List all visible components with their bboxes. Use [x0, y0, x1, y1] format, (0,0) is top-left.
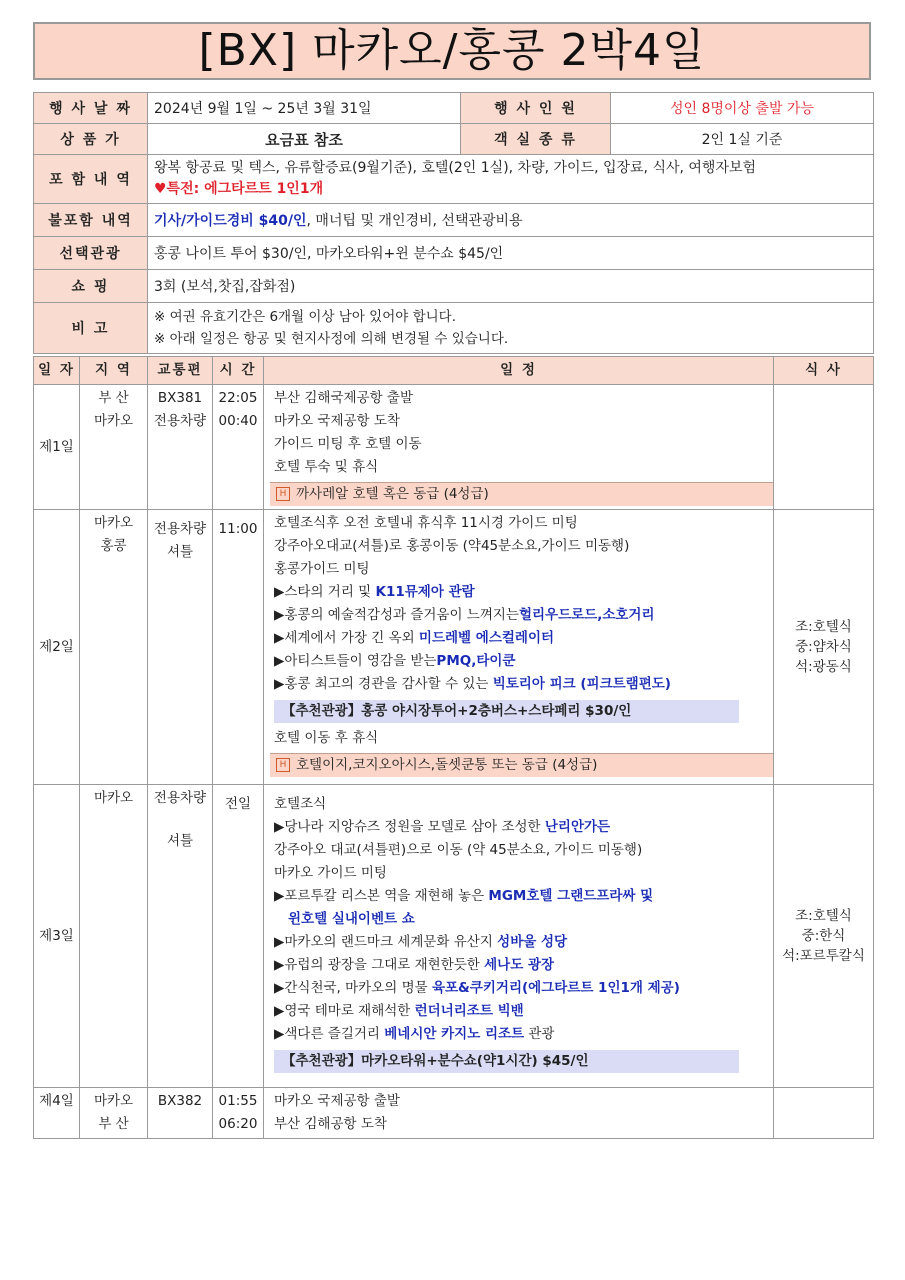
day1-label: 제1일 [34, 385, 80, 510]
day4-trans-1: BX382 [157, 1093, 203, 1109]
day3-line-5 [274, 885, 769, 908]
col-transport: 교통편 [148, 357, 213, 385]
day4-line-1: 마카오 국제공항 출발 [274, 1093, 400, 1109]
day3-time-1: 전일 [224, 796, 252, 812]
price-value: 요금표 참조 [148, 124, 461, 155]
day4-line-2: 부산 김해공항 도착 [274, 1116, 387, 1132]
hotel-icon: H [276, 758, 290, 772]
day3-highlight-garden: 난리안가든 [544, 819, 611, 835]
day2-line-7-text: ▶아티스트들이 영감을 받는 [274, 653, 437, 669]
day3-line-7-text: ▶유럽의 광장을 그대로 재현한듯한 [274, 957, 485, 973]
day1-region-2: 마카오 [93, 413, 134, 429]
day1-line-2: 마카오 국제공항 도착 [274, 413, 400, 429]
day3-line-10 [274, 1023, 769, 1046]
day2-meal-lunch: 중:얌차식 [795, 639, 852, 655]
day2-line-1: 호텔조식후 오전 호텔내 휴식후 11시경 가이드 미팅 [274, 515, 578, 531]
day3-line-7 [274, 954, 769, 977]
day3-line-3: 강주아오 대교(셔틀편)으로 이동 (약 45분소요, 가이드 미동행) [274, 842, 643, 858]
day2-row [34, 510, 874, 785]
day4-region-2: 부 산 [98, 1116, 129, 1132]
day4-region-1: 마카오 [93, 1093, 134, 1109]
day3-highlight-jerky: 육포&쿠키거리(에그타르트 1인1개 제공) [431, 980, 680, 996]
day3-region-1: 마카오 [93, 790, 134, 806]
schedule-table [33, 356, 874, 1139]
day4-row [34, 1088, 874, 1139]
day3-row [34, 785, 874, 1088]
day3-label: 제3일 [34, 785, 80, 1088]
date-value: 2024년 9월 1일 ~ 25년 3월 31일 [148, 93, 461, 124]
day3-highlight-wynn: 윈호텔 실내이벤트 쇼 [288, 911, 415, 927]
day3-line-5-text: ▶포르투칼 리스본 역을 재현해 놓은 [274, 888, 489, 904]
day3-line-2-text: ▶당나라 지앙슈즈 정원을 모델로 삼아 조성한 [274, 819, 545, 835]
day3-line-6-text: ▶마카오의 랜드마크 세계문화 유산지 [274, 934, 498, 950]
day3-meal-dinner: 석:포르투칼식 [782, 948, 865, 964]
day2-time-1: 11:00 [218, 521, 258, 537]
special-offer: ♥특전: 에그타르트 1인1개 [154, 181, 324, 197]
day2-highlight-k11: K11뮤제아 관람 [375, 584, 475, 600]
day1-time-2: 00:40 [218, 413, 258, 429]
included-label: 포 함 내 역 [34, 155, 148, 204]
note-label: 비 고 [34, 303, 148, 354]
day2-line-9: 호텔 이동 후 휴식 [274, 730, 379, 746]
day3-highlight-mgm: MGM호텔 그랜드프라싸 및 [488, 888, 654, 904]
day3-line-10-text: ▶색다른 즐길거리 [274, 1026, 385, 1042]
option-label: 선택관광 [34, 237, 148, 270]
day3-meal-breakfast: 조:호텔식 [795, 908, 852, 924]
day2-hotel-text: 호텔이지,코지오아시스,돌셋쿤통 또는 동급 (4성급) [296, 757, 598, 773]
day3-line-1: 호텔조식 [274, 796, 327, 812]
guide-fee: 기사/가이드경비 $40/인 [154, 213, 307, 229]
day1-time-1: 22:05 [218, 390, 258, 406]
day4-label: 제4일 [34, 1088, 80, 1139]
day2-line-4-text: ▶스타의 거리 및 [274, 584, 376, 600]
day2-highlight-midlevel: 미드레벨 에스컬레이터 [418, 630, 555, 646]
day2-line-3: 홍콩가이드 미팅 [274, 561, 370, 577]
day2-line-4 [274, 581, 769, 604]
excluded-label: 불포함 내역 [34, 204, 148, 237]
day2-region-1: 마카오 [93, 515, 134, 531]
day1-row [34, 385, 874, 510]
day1-region-1: 부 산 [98, 390, 129, 406]
day2-trans-1: 전용차량 [153, 521, 207, 537]
day1-trans-1: BX381 [157, 390, 203, 406]
day2-region-2: 홍콩 [100, 538, 127, 554]
included-value: 왕복 항공료 및 텍스, 유류할증료(9월기준), 호텔(2인 1실), 차량, 가이드, 입장료, 식사, 여행자보험 [154, 160, 757, 176]
day2-trans-2: 셔틀 [166, 544, 194, 560]
col-plan: 일 정 [264, 357, 774, 385]
day1-line-3: 가이드 미팅 후 호텔 이동 [274, 436, 422, 452]
day3-line-8-text: ▶간식천국, 마카오의 명물 [274, 980, 432, 996]
day2-meal-breakfast: 조:호텔식 [795, 619, 852, 635]
day3-line-2 [274, 816, 769, 839]
date-label: 행 사 날 짜 [34, 93, 148, 124]
page-title: [BX] 마카오/홍콩 2박4일 [33, 22, 871, 80]
day2-line-8-text: ▶홍콩 최고의 경관을 감사할 수 있는 [274, 676, 493, 692]
day3-line-8 [274, 977, 769, 1000]
day1-meal [774, 385, 874, 510]
day2-line-5-text: ▶홍콩의 예술적감성과 즐거움이 느껴지는 [274, 607, 519, 623]
day2-line-5 [274, 604, 769, 627]
shopping-value: 3회 (보석,찻집,잡화점) [148, 270, 874, 303]
day2-line-7 [274, 650, 769, 673]
day3-highlight-venetian: 베네시안 카지노 리조트 [384, 1026, 525, 1042]
day3-highlight-senado: 세나도 광장 [484, 957, 555, 973]
note-change: ※ 아래 일정은 항공 및 현지사정에 의해 변경될 수 있습니다. [154, 331, 509, 347]
day4-time-2: 06:20 [218, 1116, 258, 1132]
day1-line-1: 부산 김해국제공항 출발 [274, 390, 413, 406]
day3-highlight-londoner: 런더너리조트 빅밴 [414, 1003, 524, 1019]
col-region: 지 역 [80, 357, 148, 385]
note-passport: ※ 여권 유효기간은 6개월 이상 남아 있어야 합니다. [154, 309, 457, 325]
day4-meal [774, 1088, 874, 1139]
excluded-rest: , 매너팁 및 개인경비, 선택관광비용 [306, 213, 523, 229]
day3-line-4: 마카오 가이드 미팅 [274, 865, 387, 881]
day3-meal-lunch: 중:한식 [801, 928, 846, 944]
day3-line-6 [274, 931, 769, 954]
day3-recommended-tour: 【추천관광】마카오타워+분수쇼(약1시간) $45/인 [274, 1050, 739, 1073]
room-value: 2인 1실 기준 [611, 124, 874, 155]
price-label: 상 품 가 [34, 124, 148, 155]
day2-highlight-peak: 빅토리아 피크 (피크트램편도) [492, 676, 671, 692]
day3-highlight-stpaul: 성바울 성당 [497, 934, 568, 950]
day2-highlight-pmq: PMQ,타이쿤 [436, 653, 516, 669]
shopping-label: 쇼 핑 [34, 270, 148, 303]
day2-highlight-hollywood: 헐리우드로드,소호거리 [518, 607, 655, 623]
day2-line-6-text: ▶세계에서 가장 긴 옥외 [274, 630, 419, 646]
option-value: 홍콩 나이트 투어 $30/인, 마카오타워+윈 분수쇼 $45/인 [148, 237, 874, 270]
day2-line-8 [274, 673, 769, 696]
day2-line-6 [274, 627, 769, 650]
day2-hotel [270, 753, 773, 777]
day4-time-1: 01:55 [218, 1093, 258, 1109]
day3-trans-1: 전용차량 [153, 790, 207, 806]
col-meal: 식 사 [774, 357, 874, 385]
day3-trans-2: 셔틀 [166, 833, 194, 849]
day1-trans-2: 전용차량 [153, 413, 207, 429]
day3-line-9-text: ▶영국 테마로 재해석한 [274, 1003, 415, 1019]
people-value: 성인 8명이상 출발 가능 [611, 93, 874, 124]
day2-meal-dinner: 석:광동식 [795, 659, 852, 675]
day2-label: 제2일 [34, 510, 80, 785]
day3-line-9 [274, 1000, 769, 1023]
day1-line-4: 호텔 투숙 및 휴식 [274, 459, 379, 475]
col-time: 시 간 [213, 357, 264, 385]
info-table [33, 92, 874, 354]
room-label: 객 실 종 류 [461, 124, 611, 155]
hotel-icon: H [276, 487, 290, 501]
col-day: 일 자 [34, 357, 80, 385]
day2-recommended-tour: 【추천관광】홍콩 야시장투어+2층버스+스타페리 $30/인 [274, 700, 739, 723]
day2-line-2: 강주아오대교(셔틀)로 홍콩이동 (약45분소요,가이드 미동행) [274, 538, 630, 554]
people-label: 행 사 인 원 [461, 93, 611, 124]
day1-hotel [270, 482, 773, 506]
day3-line-10-suffix: 관광 [524, 1026, 555, 1042]
day1-hotel-text: 까사레알 호텔 혹은 동급 (4성급) [296, 486, 489, 502]
